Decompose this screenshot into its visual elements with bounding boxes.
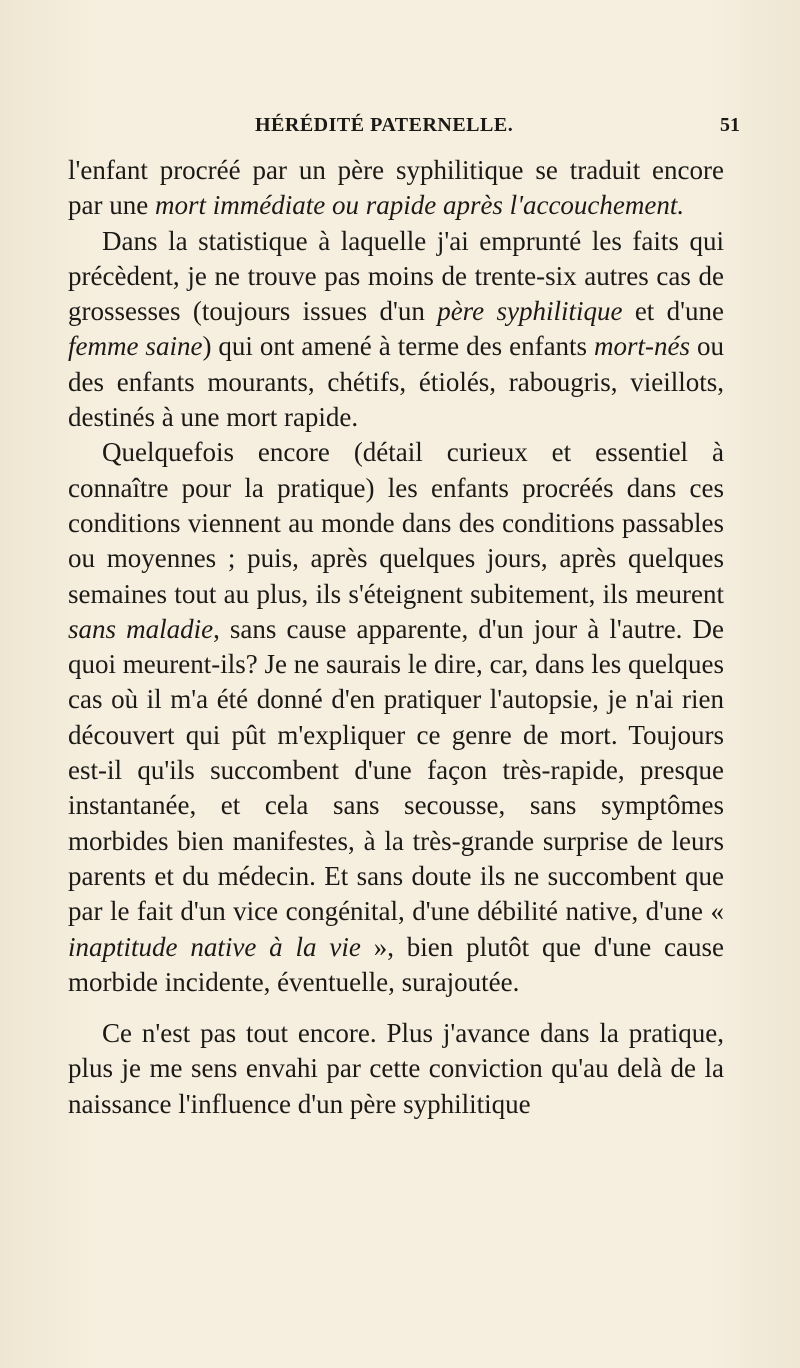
italic-span: mort-nés (594, 331, 691, 362)
paragraph (68, 153, 724, 224)
text-span: Dans la statistique à laquelle j'ai emprunté les faits qui précèdent, je ne trouve pas moins de trente-six autres cas de grossesses (toujours issues d'un (68, 225, 724, 327)
paragraph (68, 224, 724, 436)
body-text (68, 153, 724, 1122)
italic-span: femme saine (68, 331, 203, 362)
page-header (0, 114, 800, 144)
text-span: Ce n'est pas tout encore. Plus j'avance dans la pratique, plus je me sens envahi par cette conviction qu'au delà de la naissance l'influence d'un père syphilitique (68, 1018, 724, 1119)
paragraph (68, 435, 724, 1000)
text-span: l'enfant procréé par un père syphilitique se traduit encore par une (68, 155, 724, 221)
text-span: , sans cause apparente, d'un jour à l'autre. De quoi meurent-ils? Je ne saurais le dire, car, dans les quelques cas où il m'a été donné d'en pratiquer l'autopsie, je n'ai rien découvert qui pût m'expliquer ce genre de mort. Toujours est-il qu'ils succombent d'une façon très-rapide, presque instantanée, et cela sans secousse, sans symptômes morbides bien manifestes, à la très-grande surprise de leurs parents et du médecin. Et sans doute ils ne succombent que par le fait d'un vice congénital, d'une débilité native, d'une « (68, 613, 724, 927)
italic-span: mort immédiate ou rapide après l'accouchement. (154, 190, 685, 221)
page-number: 51 (720, 114, 740, 136)
text-span: et d'une (622, 296, 724, 327)
text-span: ) qui ont amené à terme des enfants (202, 331, 595, 362)
running-head: HÉRÉDITÉ PATERNELLE. (255, 114, 514, 136)
italic-span: inaptitude native à la vie (68, 931, 361, 962)
paragraph (68, 1016, 724, 1122)
italic-span: père syphilitique (437, 296, 623, 327)
italic-span: sans maladie (68, 613, 214, 644)
text-span: », bien plutôt que d'une cause morbide incidente, éventuelle, surajoutée. (68, 931, 724, 997)
text-span: Quelquefois encore (détail curieux et essentiel à connaître pour la pratique) les enfants procréés dans ces conditions viennent au monde dans des conditions passables ou moyennes ; puis, après quelques jours, après quelques semaines tout au plus, ils s'éteignent subitement, ils meurent (68, 437, 724, 609)
text-span: ou des enfants mourants, chétifs, étiolés, rabougris, vieillots, destinés à une mort rapide. (68, 331, 724, 433)
